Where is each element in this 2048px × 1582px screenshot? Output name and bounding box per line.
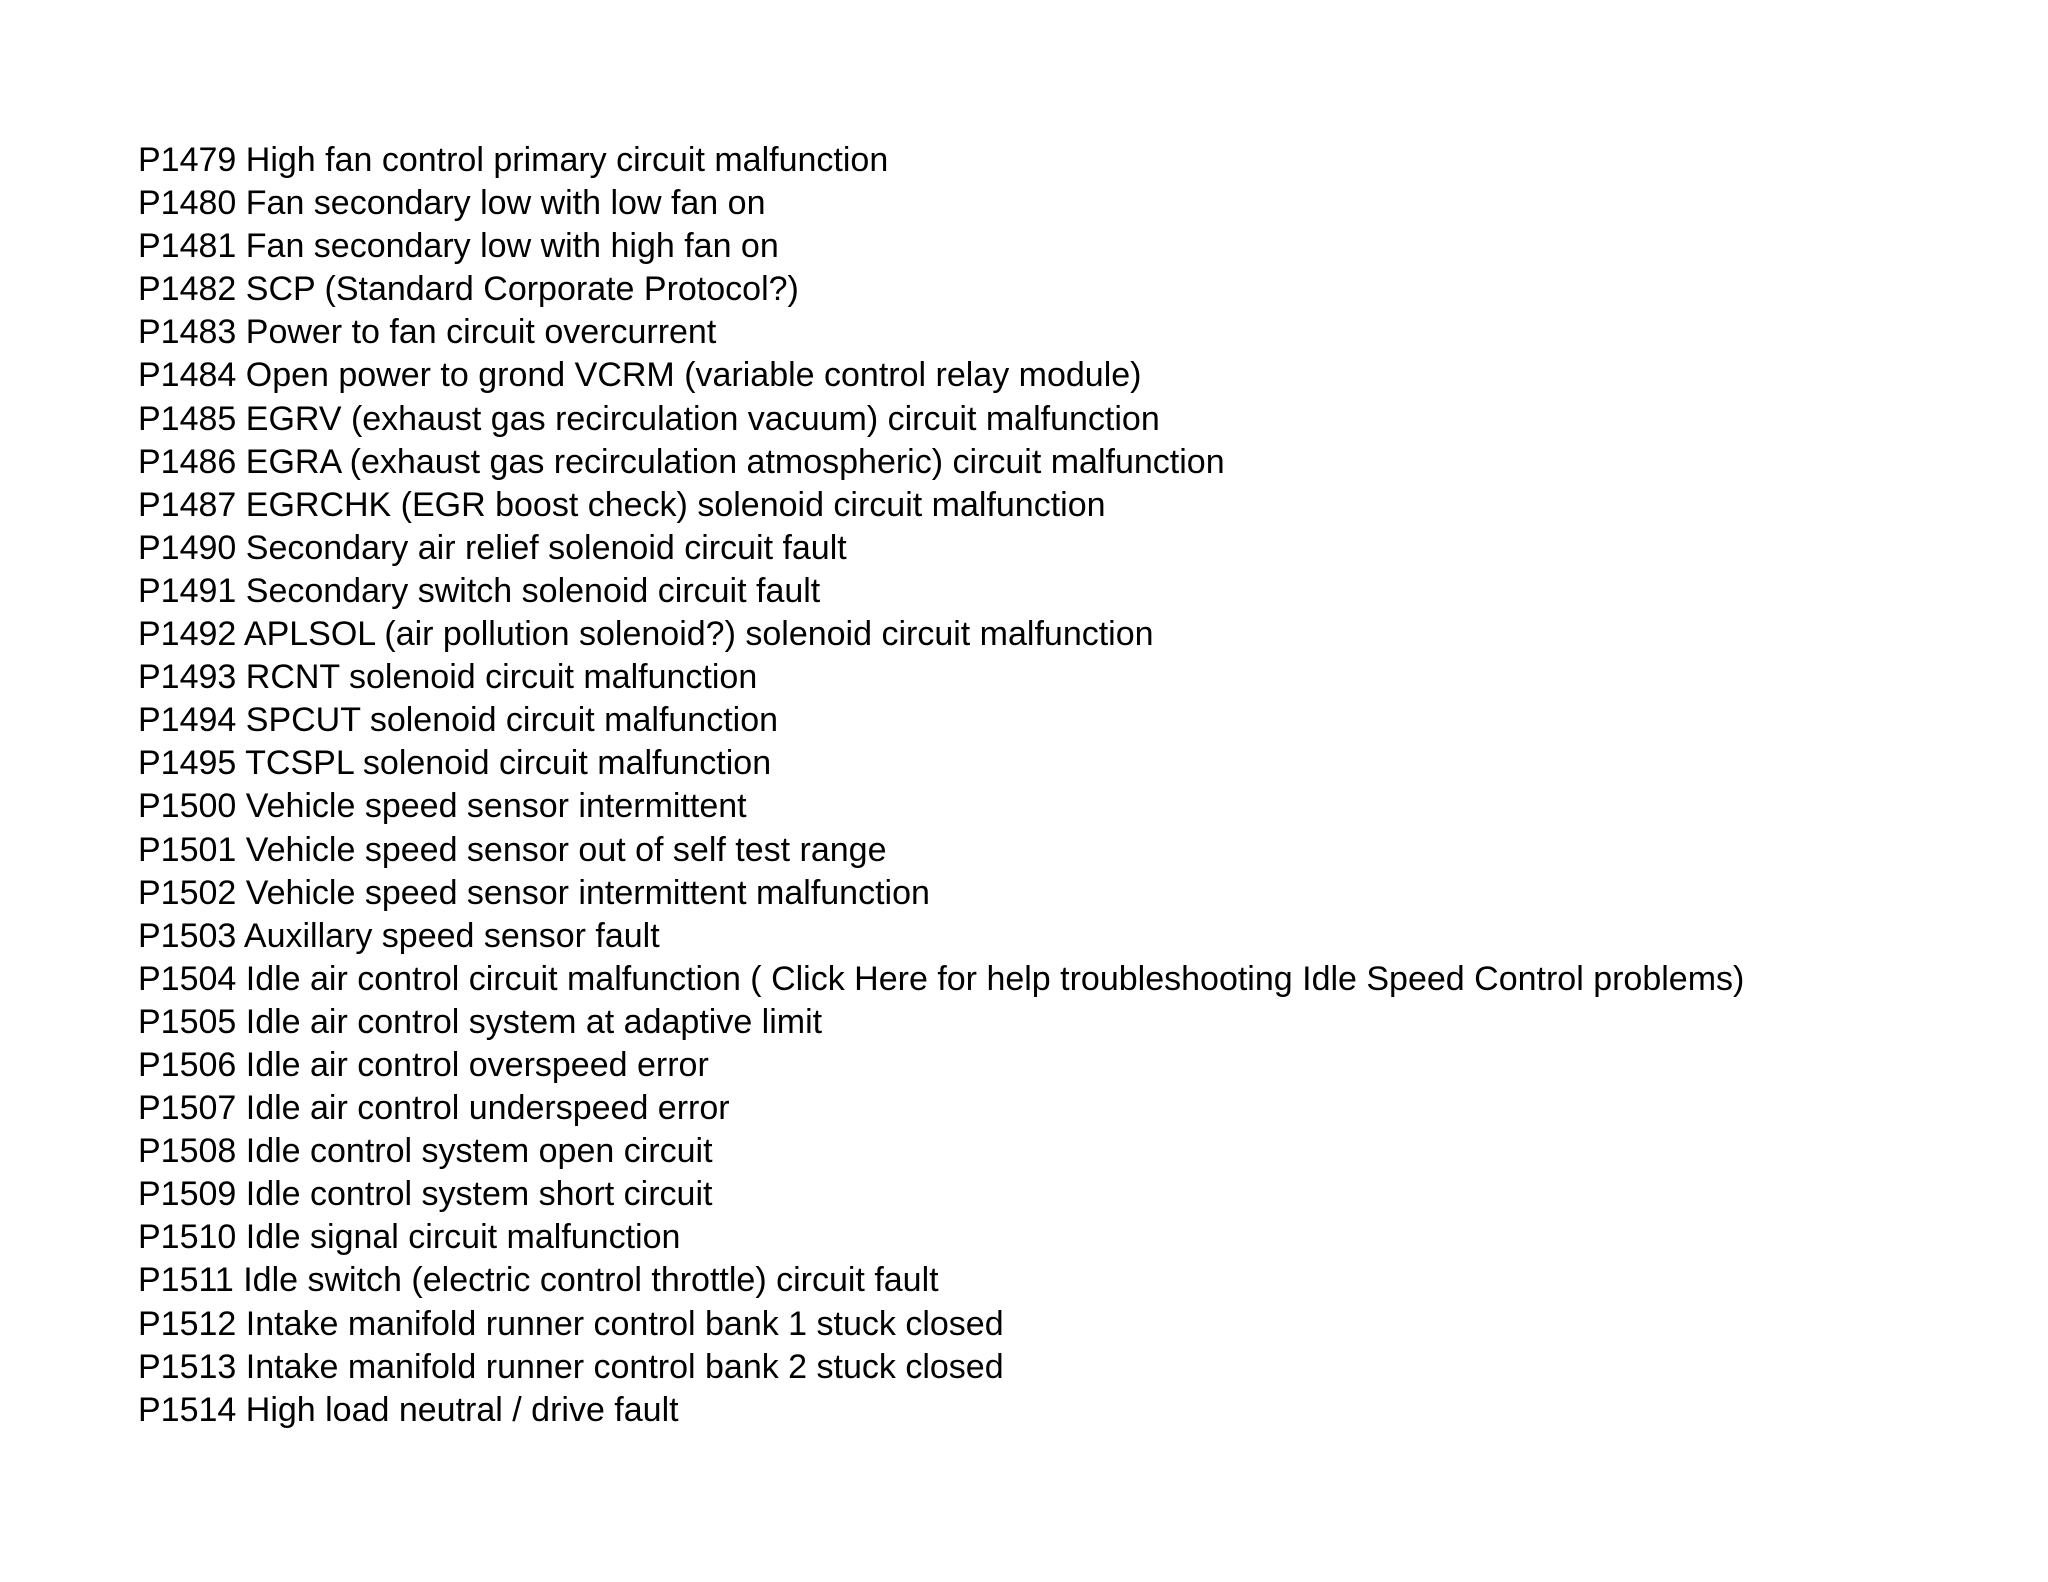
code-line: P1506 Idle air control overspeed error (138, 1045, 709, 1084)
code-line: P1481 Fan secondary low with high fan on (138, 227, 779, 266)
code-line: P1492 APLSOL (air pollution solenoid?) solenoid circuit malfunction (138, 615, 1154, 654)
code-line: P1509 Idle control system short circuit (138, 1175, 713, 1214)
code-line: P1503 Auxillary speed sensor fault (138, 916, 660, 955)
code-line: P1501 Vehicle speed sensor out of self test range (138, 830, 887, 869)
code-line: P1505 Idle air control system at adaptive limit (138, 1002, 823, 1041)
code-line: P1510 Idle signal circuit malfunction (138, 1218, 681, 1257)
code-line: P1483 Power to fan circuit overcurrent (138, 313, 717, 352)
code-line: P1504 Idle air control circuit malfunction ( Click Here for help troubleshooting Idle Speed Control problems) (138, 959, 1745, 998)
code-line: P1484 Open power to grond VCRM (variable control relay module) (138, 356, 1142, 395)
code-line: P1494 SPCUT solenoid circuit malfunction (138, 701, 779, 740)
code-line: P1495 TCSPL solenoid circuit malfunction (138, 744, 772, 783)
code-line: P1491 Secondary switch solenoid circuit fault (138, 571, 821, 610)
code-line: P1514 High load neutral / drive fault (138, 1390, 679, 1429)
code-line: P1490 Secondary air relief solenoid circuit fault (138, 528, 847, 567)
code-line: P1485 EGRV (exhaust gas recirculation vacuum) circuit malfunction (138, 399, 1160, 438)
code-line: P1480 Fan secondary low with low fan on (138, 184, 766, 223)
code-line: P1508 Idle control system open circuit (138, 1132, 713, 1171)
code-line: P1513 Intake manifold runner control bank 2 stuck closed (138, 1347, 1004, 1386)
trouble-code-list (138, 139, 1744, 1432)
code-line: P1507 Idle air control underspeed error (138, 1089, 730, 1128)
code-line: P1486 EGRA (exhaust gas recirculation atmospheric) circuit malfunction (138, 442, 1225, 481)
code-line: P1493 RCNT solenoid circuit malfunction (138, 658, 758, 697)
code-line: P1502 Vehicle speed sensor intermittent malfunction (138, 873, 930, 912)
code-line: P1487 EGRCHK (EGR boost check) solenoid circuit malfunction (138, 485, 1106, 524)
code-line: P1482 SCP (Standard Corporate Protocol?) (138, 270, 799, 309)
code-line: P1512 Intake manifold runner control bank 1 stuck closed (138, 1304, 1004, 1343)
code-line: P1479 High fan control primary circuit malfunction (138, 141, 889, 179)
code-line: P1500 Vehicle speed sensor intermittent (138, 787, 747, 826)
code-line: P1511 Idle switch (electric control throttle) circuit fault (138, 1261, 939, 1300)
